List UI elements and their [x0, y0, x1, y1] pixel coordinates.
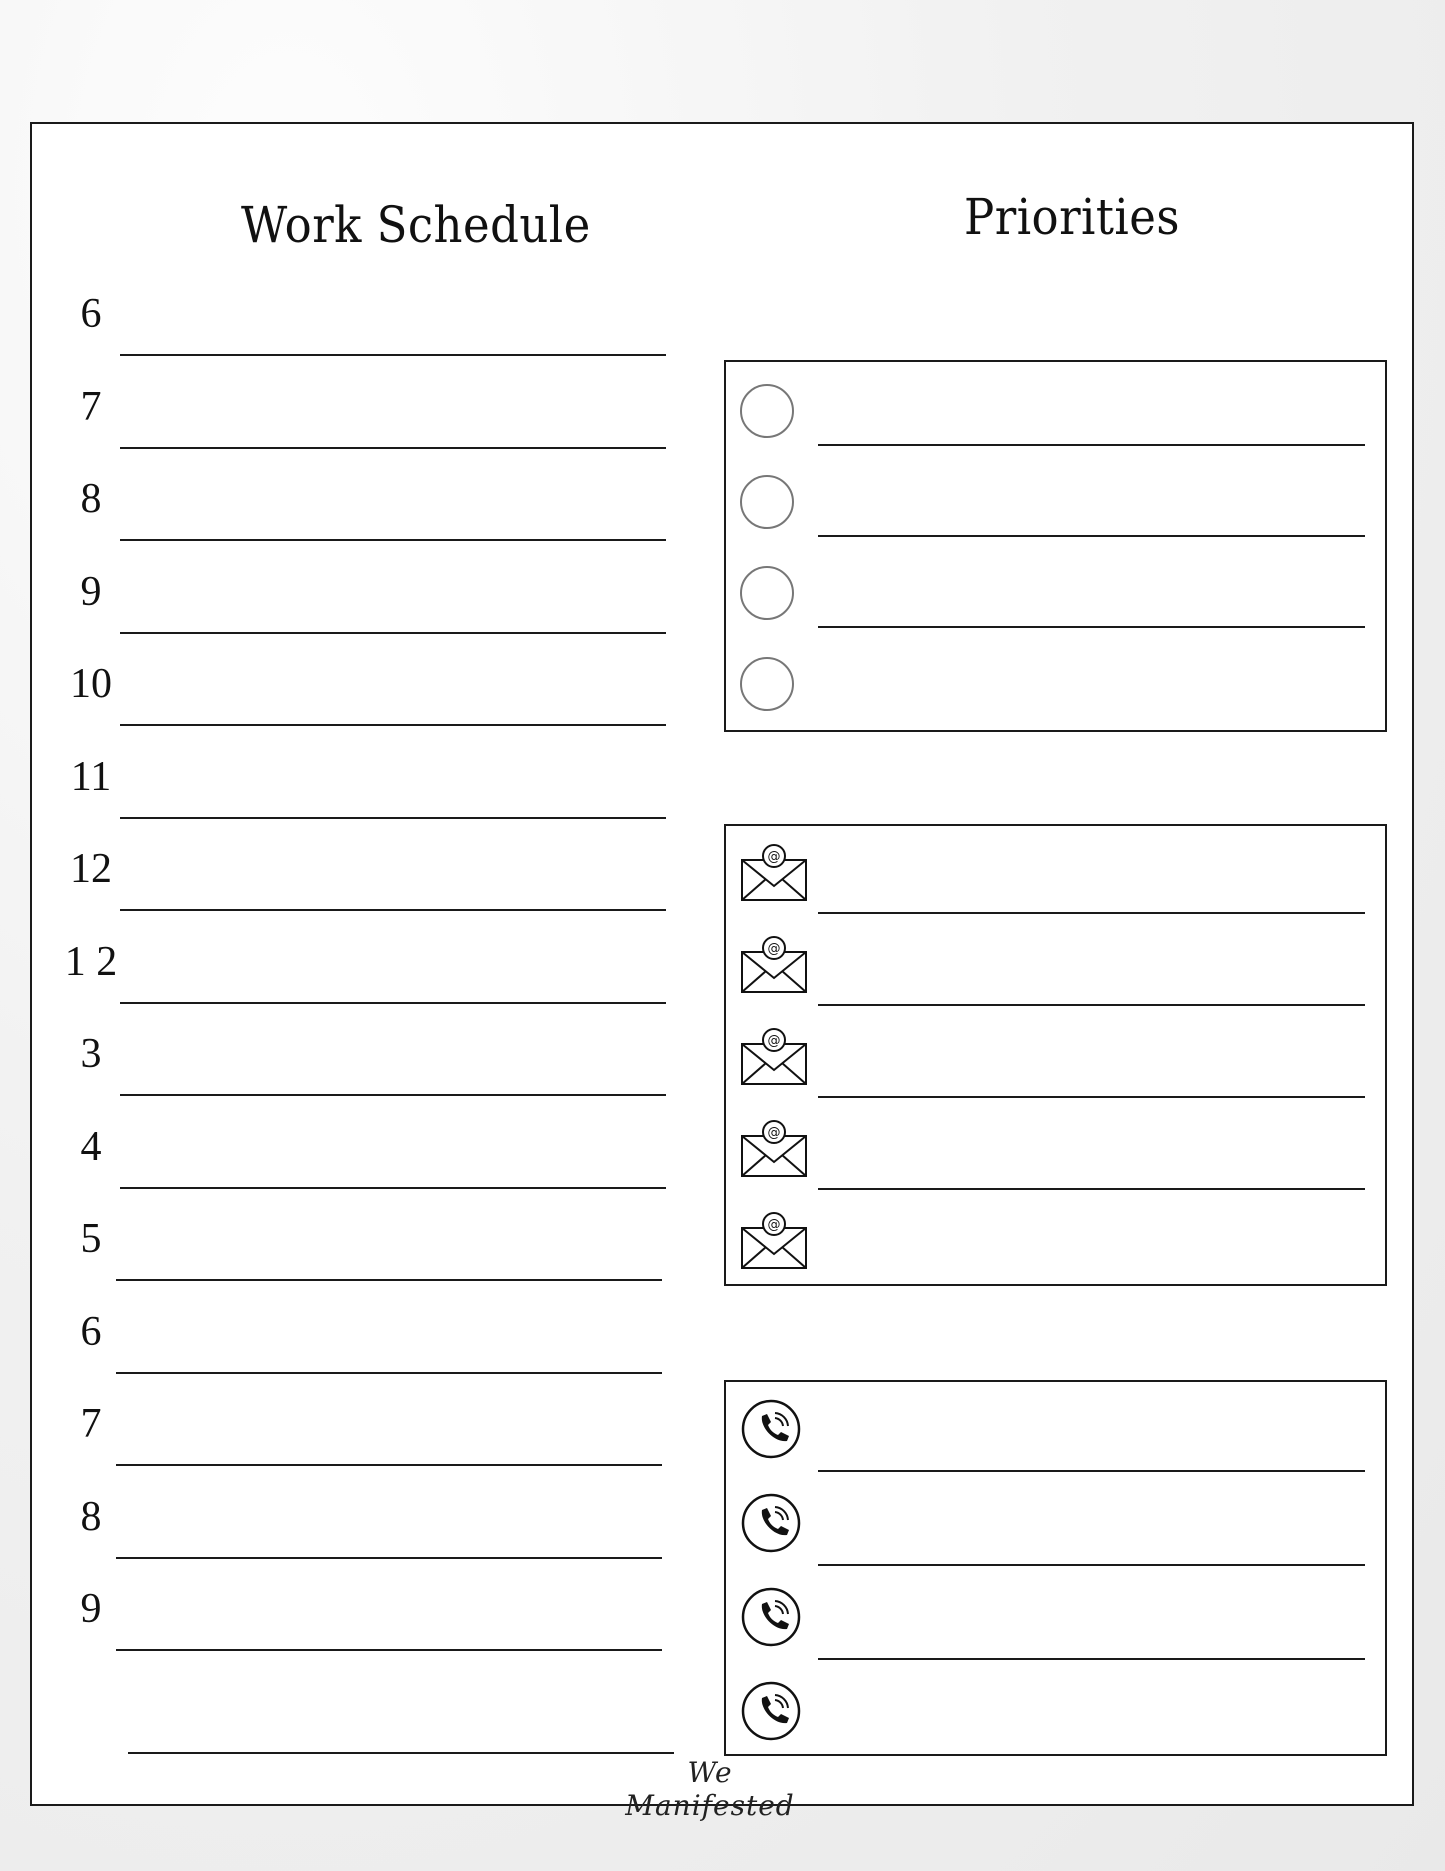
schedule-entry-line[interactable]: [120, 539, 666, 541]
email-row: [726, 1192, 1385, 1282]
schedule-hour-label: 4: [80, 1123, 102, 1170]
phone-icon: [740, 1398, 802, 1460]
schedule-hour-label: 8: [80, 1493, 102, 1540]
phone-icon: [740, 1492, 802, 1554]
checkbox-circle-icon[interactable]: [740, 566, 794, 620]
call-row: [726, 1664, 1385, 1754]
email-entry-line[interactable]: [818, 1004, 1365, 1006]
email-entry-line[interactable]: [818, 912, 1365, 914]
schedule-hour-label: 10: [70, 661, 112, 707]
schedule-entry-line[interactable]: [116, 1279, 662, 1281]
task-row: [726, 447, 1385, 537]
phone-icon: [740, 1586, 802, 1648]
schedule-entry-line[interactable]: [120, 1187, 666, 1189]
email-envelope-icon: [740, 844, 810, 904]
svg-text:@: @: [767, 849, 781, 865]
schedule-hour-label: 12: [70, 846, 112, 892]
schedule-hour-label: 9: [80, 1586, 102, 1632]
email-envelope-icon: [740, 936, 810, 996]
schedule-entry-line[interactable]: [120, 817, 666, 819]
email-list-box: [724, 824, 1387, 1286]
schedule-entry-line[interactable]: [120, 354, 666, 356]
checkbox-circle-icon[interactable]: [740, 475, 794, 529]
checkbox-circle-icon[interactable]: [740, 384, 794, 438]
schedule-hour-label: 9: [80, 568, 102, 615]
call-entry-line[interactable]: [818, 1470, 1365, 1472]
email-entry-line[interactable]: [818, 1188, 1365, 1190]
phone-icon: [740, 1680, 802, 1742]
svg-text:@: @: [767, 941, 781, 957]
call-entry-line[interactable]: [818, 1658, 1365, 1660]
schedule-hour-label: 6: [80, 1308, 102, 1355]
task-entry-line[interactable]: [818, 626, 1365, 628]
schedule-entry-line[interactable]: [116, 1372, 662, 1374]
schedule-entry-line[interactable]: [116, 1649, 662, 1651]
priorities-title: Priorities: [964, 188, 1180, 246]
schedule-hour-label: 1 2: [64, 938, 118, 985]
call-row: [726, 1382, 1385, 1472]
planner-sheet: [30, 122, 1414, 1806]
work-schedule-title: Work Schedule: [241, 196, 591, 254]
schedule-entry-line[interactable]: [120, 632, 666, 634]
svg-text:@: @: [767, 1217, 781, 1233]
task-entry-line[interactable]: [818, 444, 1365, 446]
email-entry-line[interactable]: [818, 1096, 1365, 1098]
email-row: [726, 1008, 1385, 1098]
schedule-entry-line[interactable]: [120, 1002, 666, 1004]
call-entry-line[interactable]: [818, 1564, 1365, 1566]
schedule-hour-label: 7: [80, 1401, 102, 1447]
checkbox-circle-icon[interactable]: [740, 657, 794, 711]
schedule-hour-label: 6: [80, 291, 102, 337]
task-row: [726, 356, 1385, 446]
schedule-hour-label: 5: [80, 1216, 102, 1262]
email-envelope-icon: [740, 1028, 810, 1088]
priority-tasks-box: [724, 360, 1387, 732]
schedule-entry-line[interactable]: [120, 447, 666, 449]
email-envelope-icon: [740, 1120, 810, 1180]
svg-text:@: @: [767, 1033, 781, 1049]
schedule-hour-label: 3: [80, 1031, 102, 1077]
schedule-hour-label: 7: [80, 383, 102, 430]
email-row: [726, 1100, 1385, 1190]
svg-text:@: @: [767, 1125, 781, 1141]
task-row: [726, 629, 1385, 719]
task-entry-line[interactable]: [818, 535, 1365, 537]
schedule-entry-line[interactable]: [120, 724, 666, 726]
schedule-entry-line[interactable]: [120, 909, 666, 911]
schedule-entry-line[interactable]: [116, 1464, 662, 1466]
schedule-entry-line[interactable]: [128, 1752, 674, 1754]
call-row: [726, 1476, 1385, 1566]
call-row: [726, 1570, 1385, 1660]
email-envelope-icon: [740, 1212, 810, 1272]
brand-signature: We Manifested: [625, 1756, 795, 1822]
schedule-entry-line[interactable]: [120, 1094, 666, 1096]
schedule-hour-label: 11: [70, 753, 112, 800]
schedule-hour-label: 8: [80, 476, 102, 522]
task-row: [726, 538, 1385, 628]
schedule-entry-line[interactable]: [116, 1557, 662, 1559]
email-row: [726, 824, 1385, 914]
call-list-box: [724, 1380, 1387, 1756]
email-row: [726, 916, 1385, 1006]
